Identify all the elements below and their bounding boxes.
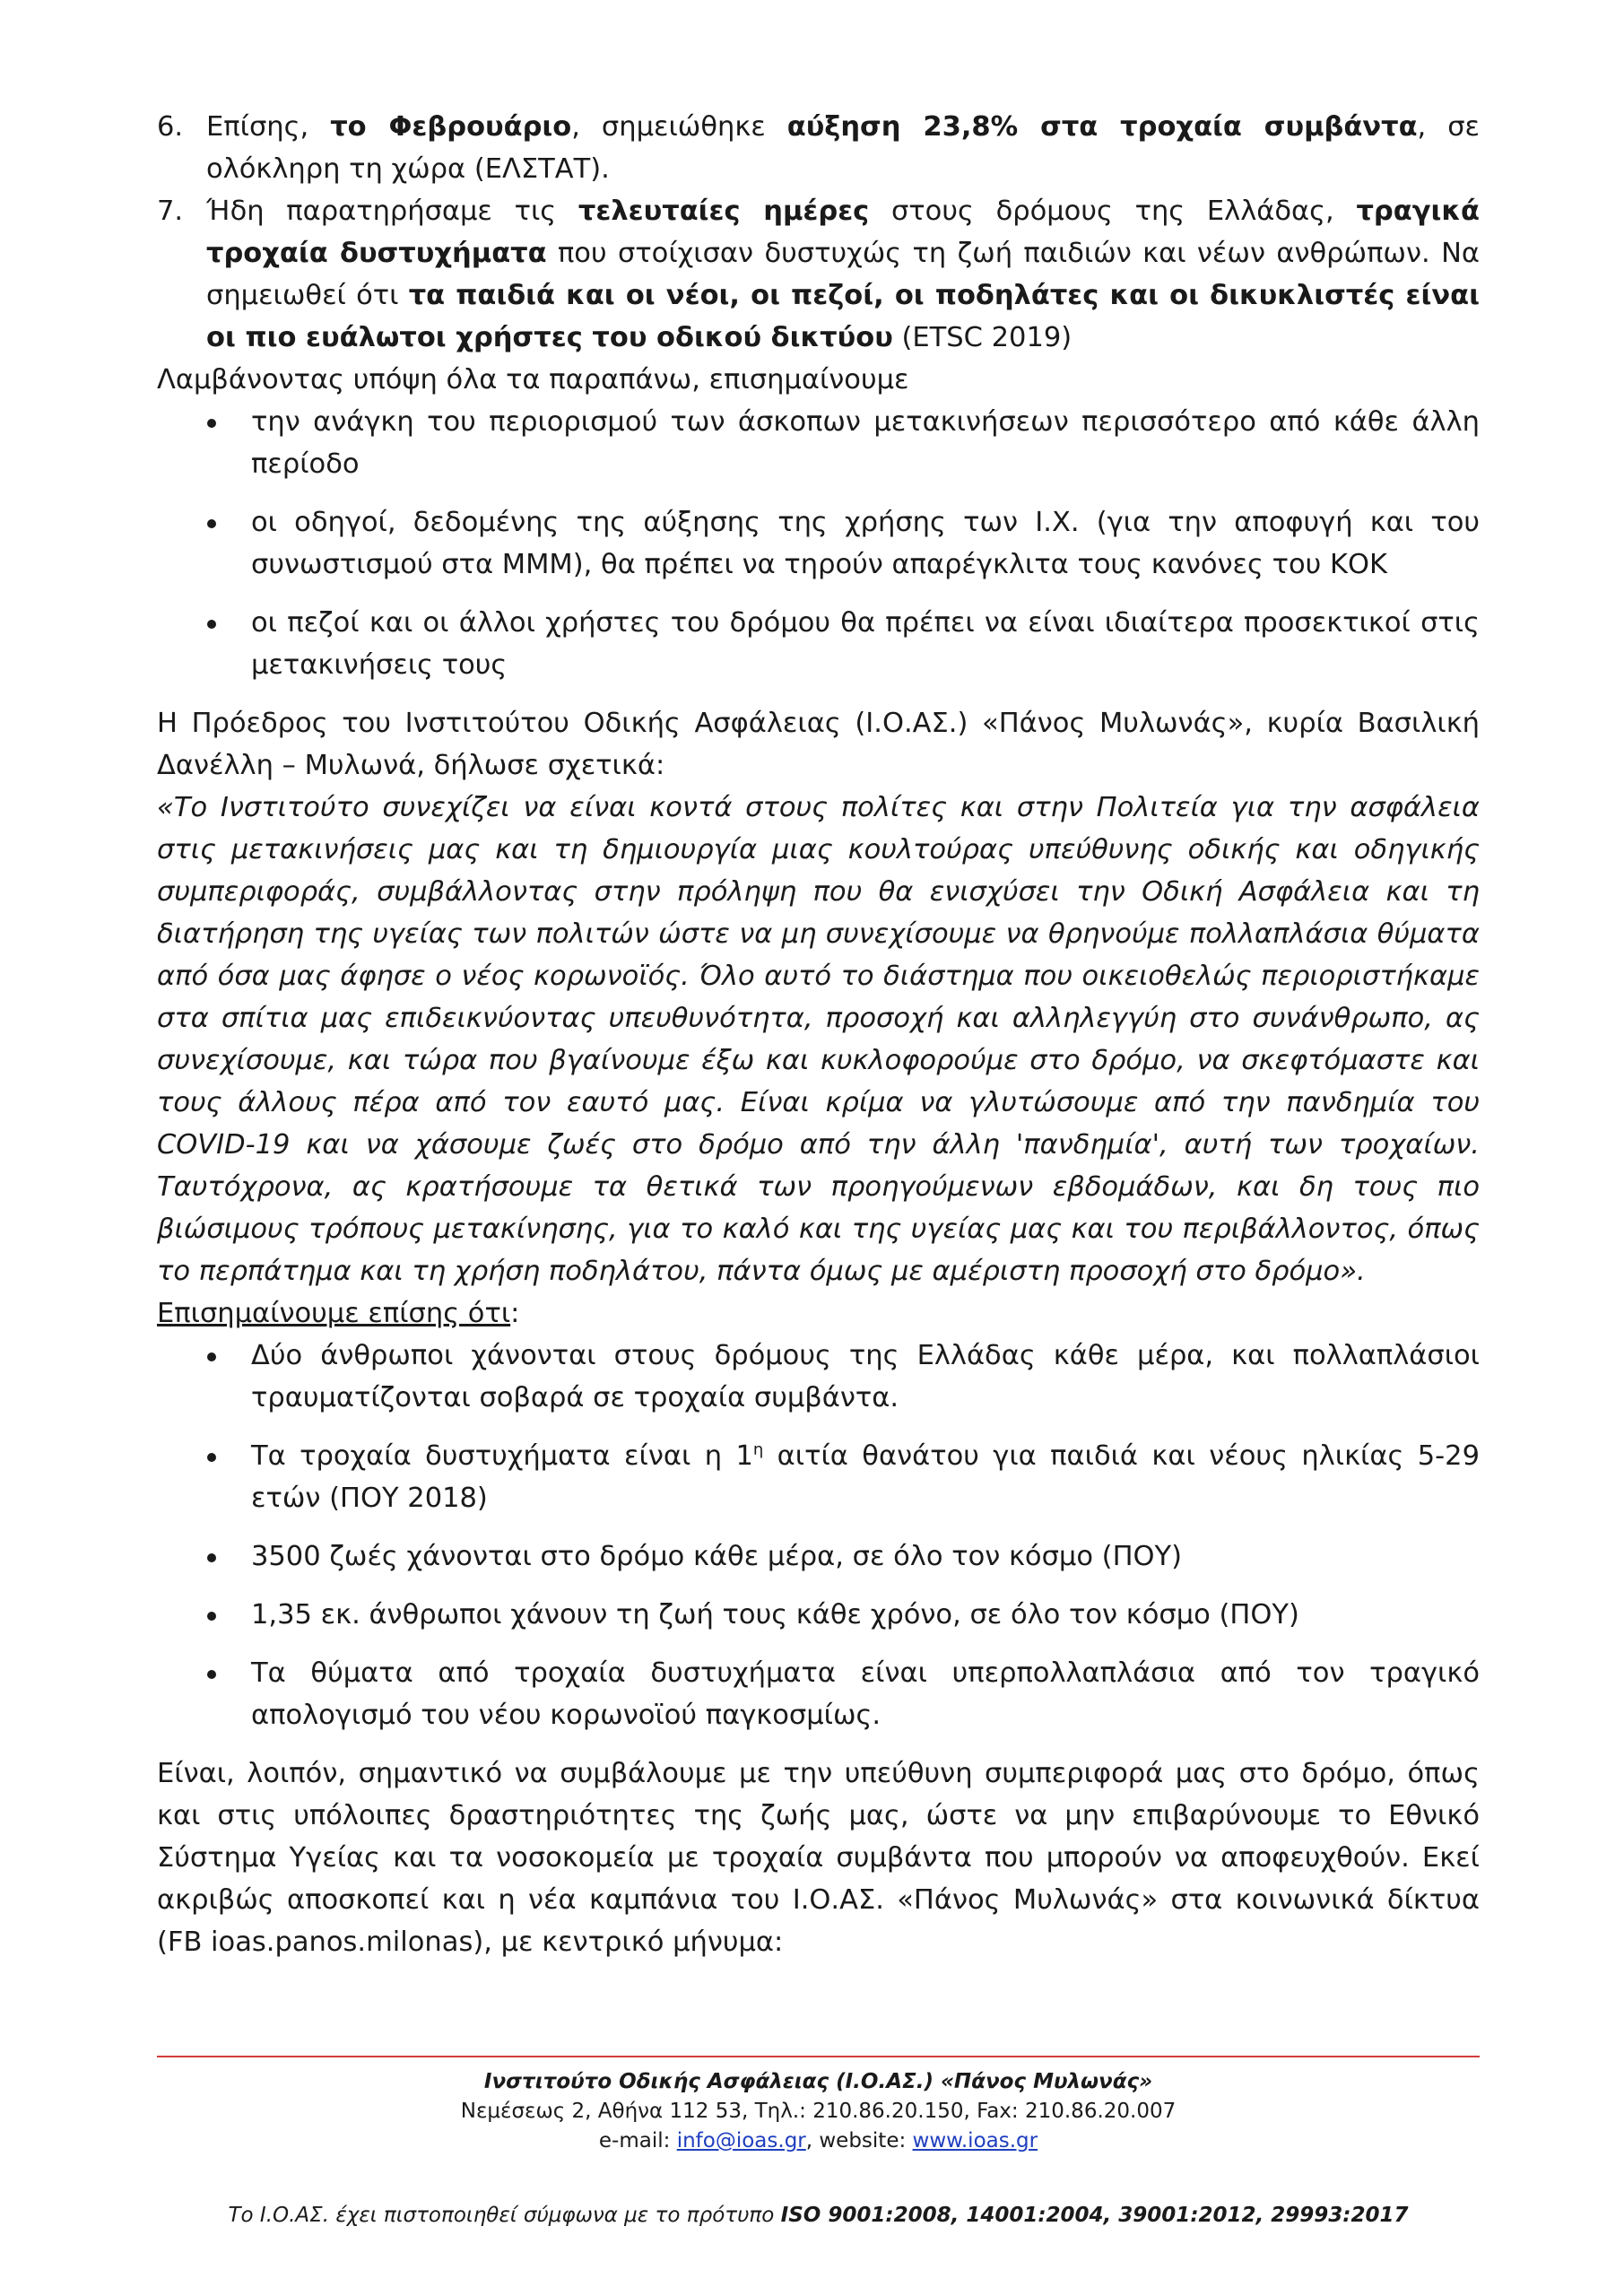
- numbered-item-7: [157, 190, 1480, 359]
- list-item-text: αιτία θανάτου για παιδιά και νέους ηλικίας 5-29 ετών (ΠΟΥ 2018): [251, 1440, 1480, 1514]
- bold-run: τα παιδιά και οι νέοι, οι πεζοί, οι ποδηλάτες και οι δικυκλιστές είναι οι πιο ευάλωτοι χρήστες του οδικού δικτύου: [206, 280, 1480, 353]
- list-item: [157, 501, 1480, 586]
- recommendations-list: [157, 401, 1480, 686]
- email-label: e-mail:: [598, 2129, 677, 2152]
- footer-organization: Ινστιτούτο Οδικής Ασφάλειας (Ι.Ο.ΑΣ.) «Πάνος Μυλωνάς»: [483, 2070, 1153, 2093]
- list-item-text: οι πεζοί και οι άλλοι χρήστες του δρόμου θα πρέπει να είναι ιδιαίτερα προσεκτικοί στις μετακινήσεις τους: [251, 607, 1480, 681]
- list-item: [157, 401, 1480, 485]
- list-item-text: Δύο άνθρωποι χάνονται στους δρόμους της Ελλάδας κάθε μέρα, και πολλαπλάσιοι τραυματίζονται σοβαρά σε τροχαία συμβάντα.: [251, 1340, 1480, 1413]
- bullet-icon: [207, 419, 216, 428]
- footer-contact: [157, 2126, 1480, 2156]
- text-run: που στοίχισαν δυστυχώς τη ζωή παιδιών και νέων ανθρώπων. Να σημειωθεί ότι: [206, 238, 1480, 311]
- bullet-icon: [207, 1553, 216, 1562]
- list-item-text: Τα τροχαία δυστυχήματα είναι η 1: [251, 1440, 753, 1472]
- footer-address: Νεμέσεως 2, Αθήνα 112 53, Τηλ.: 210.86.20.150, Fax: 210.86.20.007: [460, 2100, 1177, 2123]
- list-item: [157, 1652, 1480, 1736]
- list-item-text: 1,35 εκ. άνθρωποι χάνουν τη ζωή τους κάθε χρόνο, σε όλο τον κόσμο (ΠΟΥ): [251, 1599, 1299, 1631]
- text-run: , σε ολόκληρη τη χώρα (ΕΛΣΤΑΤ).: [206, 111, 1481, 185]
- cert-standards: ISO 9001:2008, 14001:2004, 39001:2012, 29993:2017: [780, 2204, 1409, 2227]
- emphasis-heading: [157, 1292, 1480, 1335]
- intro-paragraph: Λαμβάνοντας υπόψη όλα τα παραπάνω, επισημαίνουμε: [157, 364, 909, 396]
- item-number: 6.: [157, 111, 184, 143]
- bullet-icon: [207, 1352, 216, 1361]
- numbered-item-6: [157, 106, 1480, 190]
- list-item: [157, 1435, 1480, 1519]
- closing-paragraph: Είναι, λοιπόν, σημαντικό να συμβάλουμε με την υπεύθυνη συμπεριφορά μας στο δρόμο, όπως και στις υπόλοιπες δραστηριότητες της ζωής μας, ώστε να μην επιβαρύνουμε το Εθνικό Σύστημα Υγείας και τα νοσοκομεία με τροχαία συμβάντα που μπορούν να αποφευχθούν. Εκεί ακριβώς αποσκοπεί και η νέα καμπάνια του Ι.Ο.ΑΣ. «Πάνος Μυλωνάς» στα κοινωνικά δίκτυα (FB ioas.panos.milonas), με κεντρικό μήνυμα:: [157, 1758, 1480, 1958]
- email-link[interactable]: info@ioas.gr: [676, 2129, 806, 2152]
- item-number: 7.: [157, 196, 184, 227]
- list-item: [157, 602, 1480, 686]
- footer: [157, 2067, 1480, 2156]
- bold-run: τελευταίες ημέρες: [578, 196, 870, 227]
- bold-run: το Φεβρουάριο: [330, 111, 572, 143]
- bullet-icon: [207, 1612, 216, 1621]
- bullet-icon: [207, 620, 216, 629]
- text-run: στους δρόμους της Ελλάδας,: [869, 196, 1357, 227]
- text-run: Επίσης,: [206, 111, 331, 143]
- bullet-icon: [207, 1453, 216, 1462]
- website-label: , website:: [805, 2129, 913, 2152]
- president-statement: Η Πρόεδρος του Ινστιτούτου Οδικής Ασφάλειας (Ι.Ο.ΑΣ.) «Πάνος Μυλωνάς», κυρία Βασιλική Δανέλλη – Μυλωνά, δήλωσε σχετικά:: [157, 708, 1480, 781]
- president-quote: «Το Ινστιτούτο συνεχίζει να είναι κοντά στους πολίτες και στην Πολιτεία για την ασφάλεια στις μετακινήσεις μας και τη δημιουργία μιας κουλτούρας υπεύθυνης οδικής και οδηγικής συμπεριφοράς, συμβάλλοντας στην πρόληψη που θα ενισχύσει την Οδική Ασφάλεια και τη διατήρηση της υγείας των πολιτών ώστε να μη συνεχίσουμε να θρηνούμε πολλαπλάσια θύματα από όσα μας άφησε ο νέος κορωνοϊός. Όλο αυτό το διάστημα που οικειοθελώς περιοριστήκαμε στα σπίτια μας επιδεικνύοντας υπευθυνότητα, προσοχή και αλληλεγγύη στο συνάνθρωπο, ας συνεχίσουμε, και τώρα που βγαίνουμε έξω και κυκλοφορούμε στο δρόμο, να σκεφτόμαστε και τους άλλους πέρα από τον εαυτό μας. Είναι κρίμα να γλυτώσουμε από την πανδημία του COVID-19 και να χάσουμε ζωές στο δρόμο από την άλλη 'πανδημία', αυτή των τροχαίων. Ταυτόχρονα, ας κρατήσουμε τα θετικά των προηγούμενων εβδομάδων, και δη τους πιο βιώσιμους τρόπους μετακίνησης, για το καλό και της υγείας μας και του περιβάλλοντος, όπως το περπάτημα και τη χρήση ποδηλάτου, πάντα όμως με αμέριστη προσοχή στο δρόμο».: [157, 792, 1480, 1287]
- bullet-icon: [207, 1670, 216, 1679]
- website-link[interactable]: www.ioas.gr: [912, 2129, 1038, 2152]
- list-item-text: την ανάγκη του περιορισμού των άσκοπων μετακινήσεων περισσότερο από κάθε άλλη περίοδο: [251, 406, 1480, 480]
- certification-note: [157, 2204, 1480, 2227]
- text-run: Ήδη παρατηρήσαμε τις: [206, 196, 578, 227]
- bold-run: τραγικά τροχαία δυστυχήματα: [206, 196, 1480, 269]
- emphasis-colon: :: [510, 1298, 520, 1329]
- cert-prefix: Το Ι.Ο.ΑΣ. έχει πιστοποιηθεί σύμφωνα με το πρότυπο: [228, 2204, 781, 2227]
- bullet-icon: [207, 519, 216, 528]
- footer-divider: [157, 2056, 1480, 2057]
- document-body: [157, 106, 1480, 1963]
- list-item-text: 3500 ζωές χάνονται στο δρόμο κάθε μέρα, σε όλο τον κόσμο (ΠΟΥ): [251, 1541, 1183, 1572]
- emphasis-heading-text: Επισημαίνουμε επίσης ότι: [157, 1298, 511, 1329]
- list-item: [157, 1535, 1480, 1578]
- list-item: [157, 1594, 1480, 1636]
- ordinal-superscript: η: [752, 1439, 764, 1459]
- text-run: (ETSC 2019): [892, 322, 1073, 353]
- list-item-text: Τα θύματα από τροχαία δυστυχήματα είναι υπερπολλαπλάσια από τον τραγικό απολογισμό του νέου κορωνοϊού παγκοσμίως.: [251, 1657, 1480, 1731]
- list-item-text: οι οδηγοί, δεδομένης της αύξησης της χρήσης των Ι.Χ. (για την αποφυγή και του συνωστισμού στα ΜΜΜ), θα πρέπει να τηρούν απαρέγκλιτα τους κανόνες του ΚΟΚ: [251, 507, 1480, 580]
- bold-run: αύξηση 23,8% στα τροχαία συμβάντα: [786, 111, 1418, 143]
- text-run: , σημειώθηκε: [571, 111, 787, 143]
- facts-list: [157, 1335, 1480, 1736]
- list-item: [157, 1335, 1480, 1419]
